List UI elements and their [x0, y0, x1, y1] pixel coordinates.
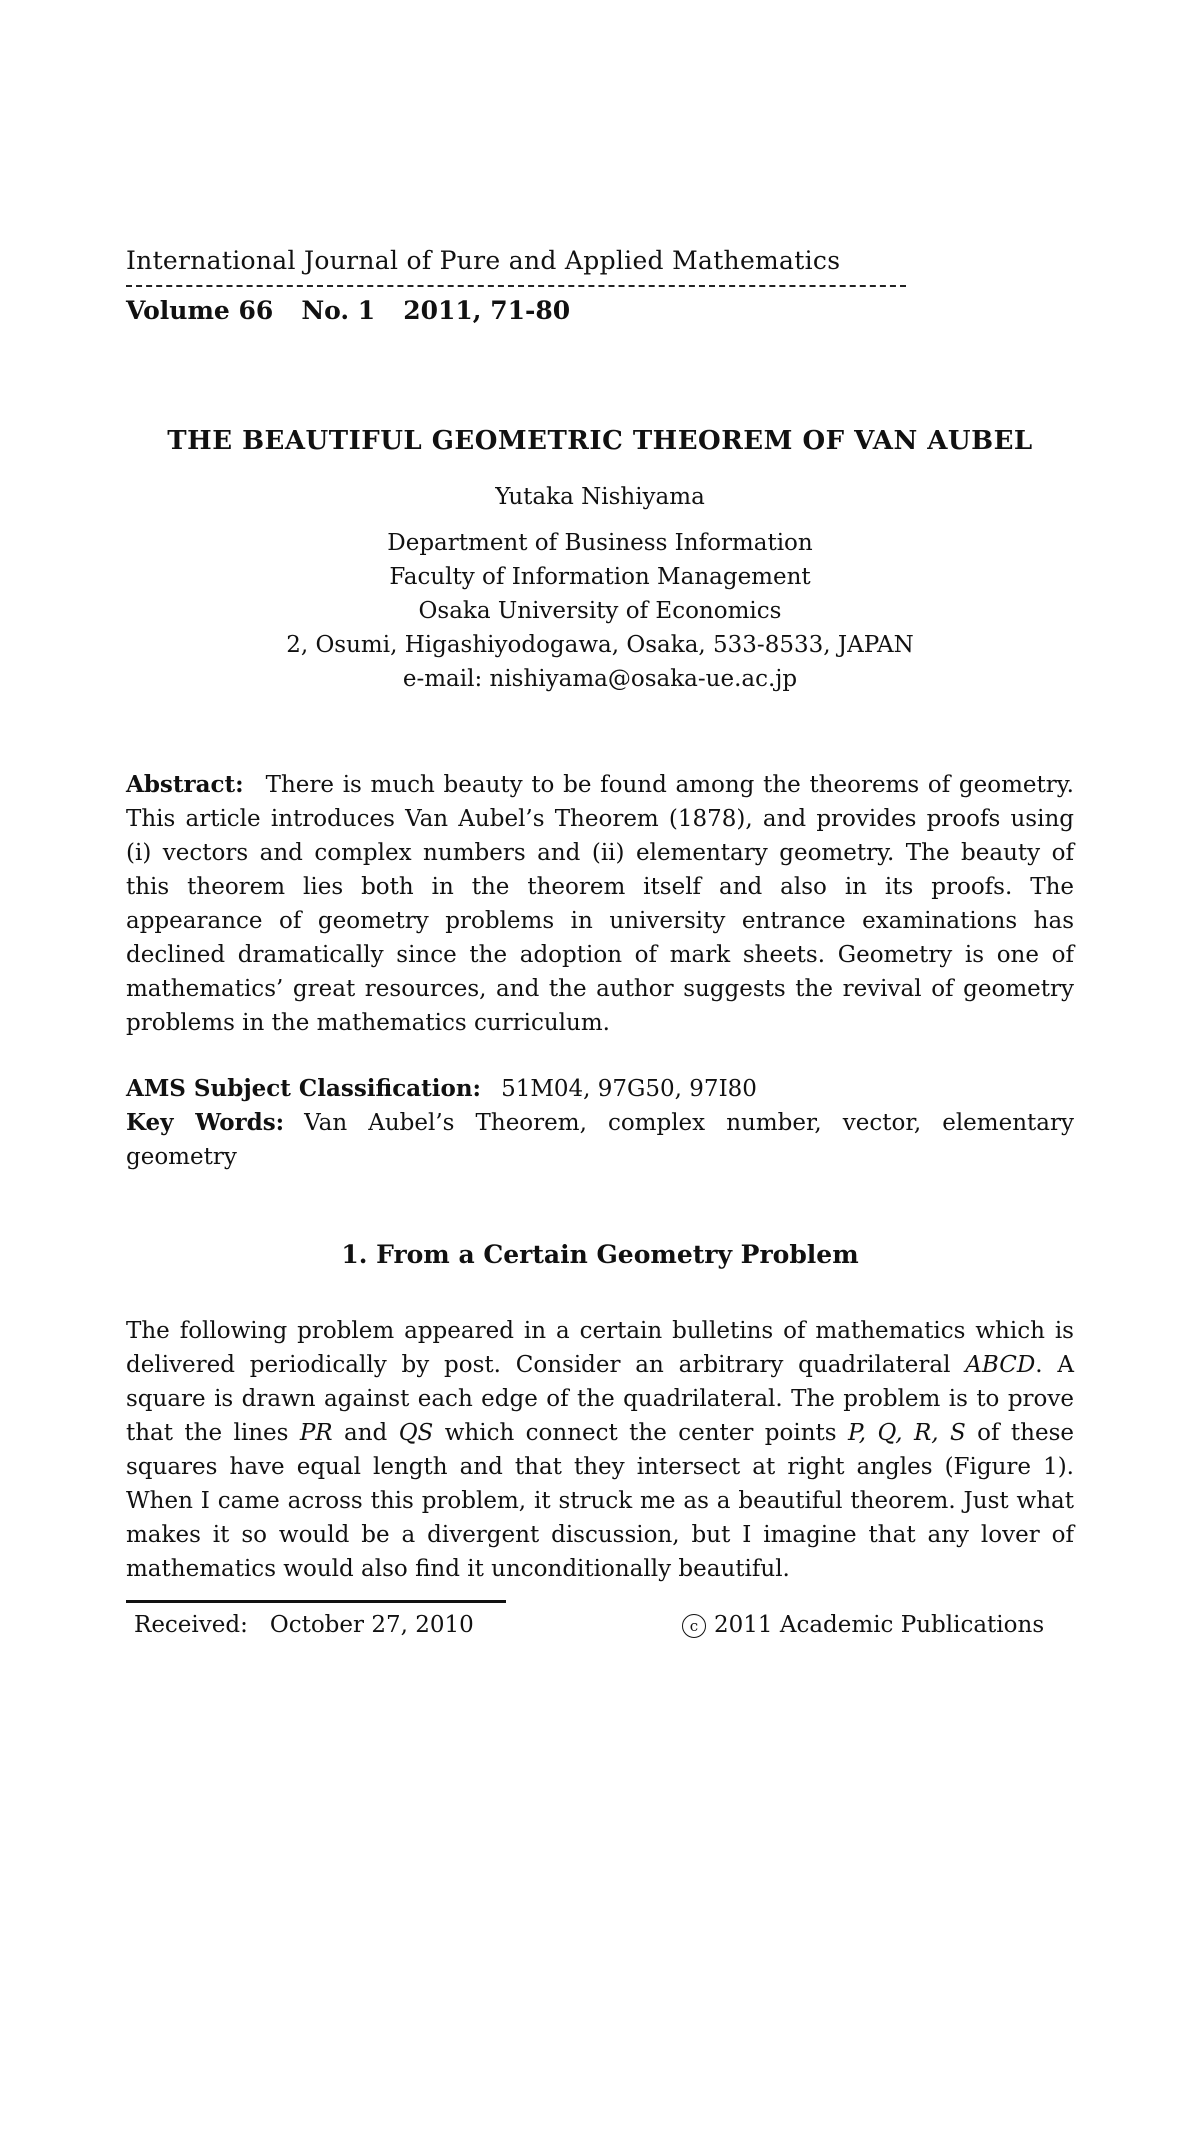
affiliation-department: Department of Business Information	[387, 530, 813, 556]
received-label: Received:	[134, 1612, 248, 1638]
volume: Volume 66	[126, 296, 274, 325]
affiliation-email: e-mail: nishiyama@osaka-ue.ac.jp	[402, 666, 798, 692]
copyright-text: 2011 Academic Publications	[714, 1612, 1045, 1638]
keywords-value: Van Aubel’s Theorem, complex number, vector, elementary geometry	[126, 1110, 1074, 1170]
body-text-5: of these squares have equal length and that they intersect at right angles (Figure 1). When I came across this problem, it struck me as a beautiful theorem. Just what makes it so would be a divergent discussion, but I imagine that any lover of mathematics would also find it unconditionally beautiful.	[126, 1420, 1074, 1582]
abstract	[126, 768, 1074, 1040]
ams-value: 51M04, 97G50, 97I80	[501, 1076, 757, 1102]
ams-classification	[126, 1072, 1074, 1106]
abstract-text: There is much beauty to be found among the theorems of geometry. This article introduces Van Aubel’s Theorem (1878), and provides proofs using (i) vectors and complex numbers and (ii) elementary geometry. The beauty of this theorem lies both in the theorem itself and also in its proofs. The appearance of geometry problems in university entrance examinations has declined dramatically since the adoption of mark sheets. Geometry is one of mathematics’ great resources, and the author suggests the revival of geometry problems in the mathematics curriculum.	[126, 772, 1074, 1036]
copyright-note	[682, 1612, 1044, 1638]
body-text-4: which connect the center points	[433, 1420, 848, 1446]
math-qs: QS	[398, 1420, 434, 1446]
year-pages: 2011, 71-80	[403, 296, 571, 325]
body-text-1: The following problem appeared in a certain bulletins of mathematics which is delivered periodically by post. Consider an arbitrary quadrilateral	[126, 1318, 1074, 1378]
footnote-rule	[126, 1600, 506, 1603]
journal-name: International Journal of Pure and Applied Mathematics	[126, 246, 841, 275]
journal-rule	[126, 285, 906, 287]
abstract-label: Abstract:	[126, 771, 244, 798]
body-text-2: . A square is drawn against each edge of the quadrilateral. The problem is to prove that the lines	[126, 1352, 1075, 1446]
affiliation-faculty: Faculty of Information Management	[389, 564, 811, 590]
copyright-icon: c	[682, 1614, 706, 1638]
affiliation-university: Osaka University of Economics	[418, 598, 782, 624]
math-pr: PR	[299, 1420, 333, 1446]
received-date: October 27, 2010	[269, 1612, 474, 1638]
keywords-label: Key Words:	[126, 1109, 285, 1136]
affiliation-block	[0, 526, 1200, 696]
key-words	[126, 1106, 1074, 1174]
author-name: Yutaka Nishiyama	[495, 484, 705, 510]
math-pqrs: P, Q, R, S	[847, 1420, 966, 1446]
volume-line	[126, 296, 598, 325]
issue-number: No. 1	[301, 296, 376, 325]
article-title: THE BEAUTIFUL GEOMETRIC THEOREM OF VAN AUBEL	[167, 426, 1033, 456]
section-body-paragraph	[126, 1314, 1074, 1586]
body-text-3: and	[332, 1420, 399, 1446]
section-heading: 1. From a Certain Geometry Problem	[341, 1240, 859, 1269]
ams-label: AMS Subject Classification:	[126, 1075, 482, 1102]
math-abcd: ABCD	[965, 1352, 1036, 1378]
received-note	[134, 1612, 474, 1638]
affiliation-address: 2, Osumi, Higashiyodogawa, Osaka, 533-8533, JAPAN	[286, 632, 914, 658]
